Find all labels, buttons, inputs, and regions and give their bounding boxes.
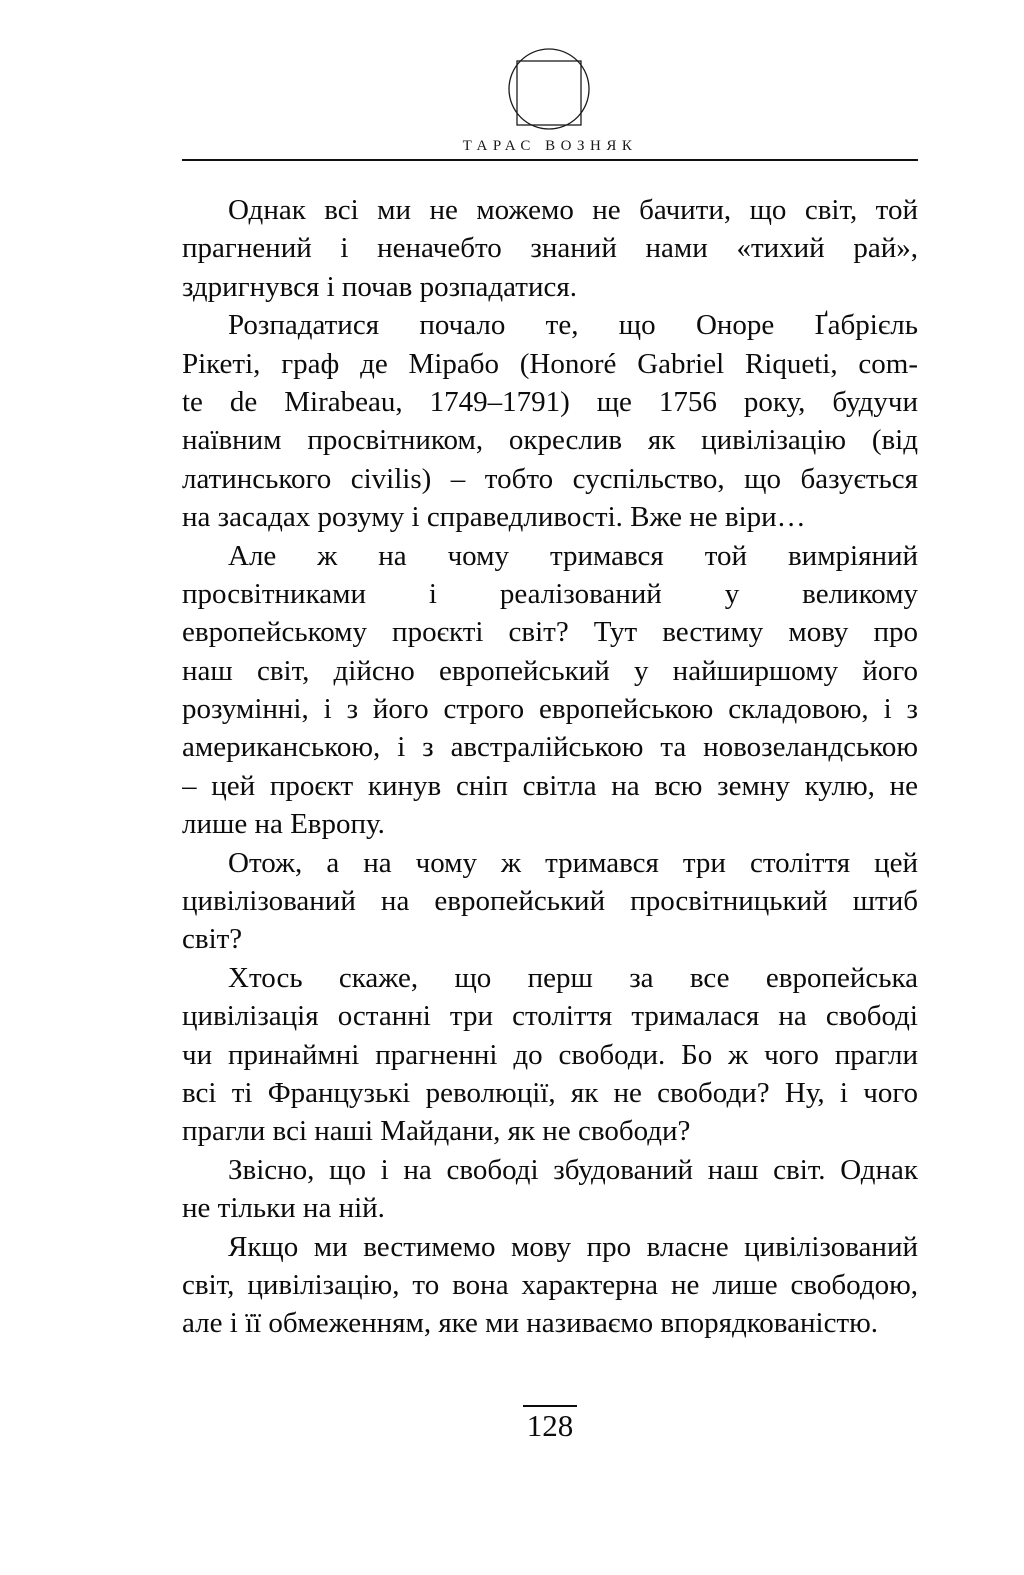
header-rule [182,159,918,161]
text-line: просвітниками і реалізований у великому [182,577,918,610]
text-line: здригнувся і почав розпадатися. [182,270,577,303]
text-line: Звісно, що і на свободі збудований наш світ. Однак [228,1153,918,1186]
text-line: цивілізація останні три століття трималася на свободі [182,1000,918,1033]
text-line: але і її обмеженням, яке ми називаємо впорядкованістю. [182,1307,879,1340]
text-line: не тільки на ній. [182,1192,385,1225]
paragraph [182,306,918,536]
text-line: – цей проєкт кинув сніп світла на всю земну кулю, не [182,769,918,802]
text-column [182,0,918,1444]
text-line: світ? [182,923,243,956]
page-footer [182,1405,918,1444]
text-line: цивілізований на европейський просвітницький штиб [182,885,918,918]
text-line: латинського civilis) – тобто суспільство, що базується [182,462,918,495]
text-line: всі ті Французькі революції, як не свободи? Ну, і чого [182,1076,918,1109]
text-line: чи принаймні прагненні до свободи. Бо ж чого прагли [182,1038,918,1071]
text-line: наш світ, дійсно европейський у найширшому його [182,654,918,687]
text-line: наївним просвітником, окреслив як цивілізацію (від [182,424,918,457]
paragraph [182,537,918,844]
running-head-author: ТАРАС ВОЗНЯК [462,138,638,154]
paragraph [182,1228,918,1343]
text-line: на засадах розуму і справедливості. Вже не віри… [182,501,806,534]
text-line: розумінні, і з його строго европейською складовою, і з [182,693,918,726]
text-line: Але ж на чому тримався той вимріяний [228,539,918,572]
body-text [182,191,918,1343]
text-line: світ, цивілізацію, то вона характерна не лише свободою, [182,1268,918,1301]
text-line: лише на Европу. [182,808,385,841]
text-line: американською, і з австралійською та новозеландською [182,731,918,764]
text-line: Отож, а на чому ж тримався три століття цей [228,846,918,879]
paragraph [182,959,918,1151]
text-line: Хтось скаже, що перш за все европейська [228,961,918,994]
text-line: прагнений і неначебто знаний нами «тихий рай», [182,232,918,265]
text-line: Рікеті, граф де Мірабо (Honoré Gabriel Riqueti, com- [182,347,918,380]
text-line: Якщо ми вестимемо мову про власне цивілізований [228,1230,918,1263]
text-line: Розпадатися почало те, що Оноре Ґабрієль [228,309,918,342]
text-line: прагли всі наші Майдани, як не свободи? [182,1115,691,1148]
text-line: европейському проєкті світ? Тут вестиму мову про [182,616,918,649]
paragraph [182,191,918,306]
text-line: Однак всі ми не можемо не бачити, що світ, той [228,194,918,226]
circle-in-square-logo-icon [507,46,593,132]
text-line: te de Mirabeau, 1749–1791) ще 1756 року, будучи [182,385,918,418]
paragraph [182,844,918,959]
paragraph [182,1151,918,1228]
page-number: 128 [523,1405,578,1444]
